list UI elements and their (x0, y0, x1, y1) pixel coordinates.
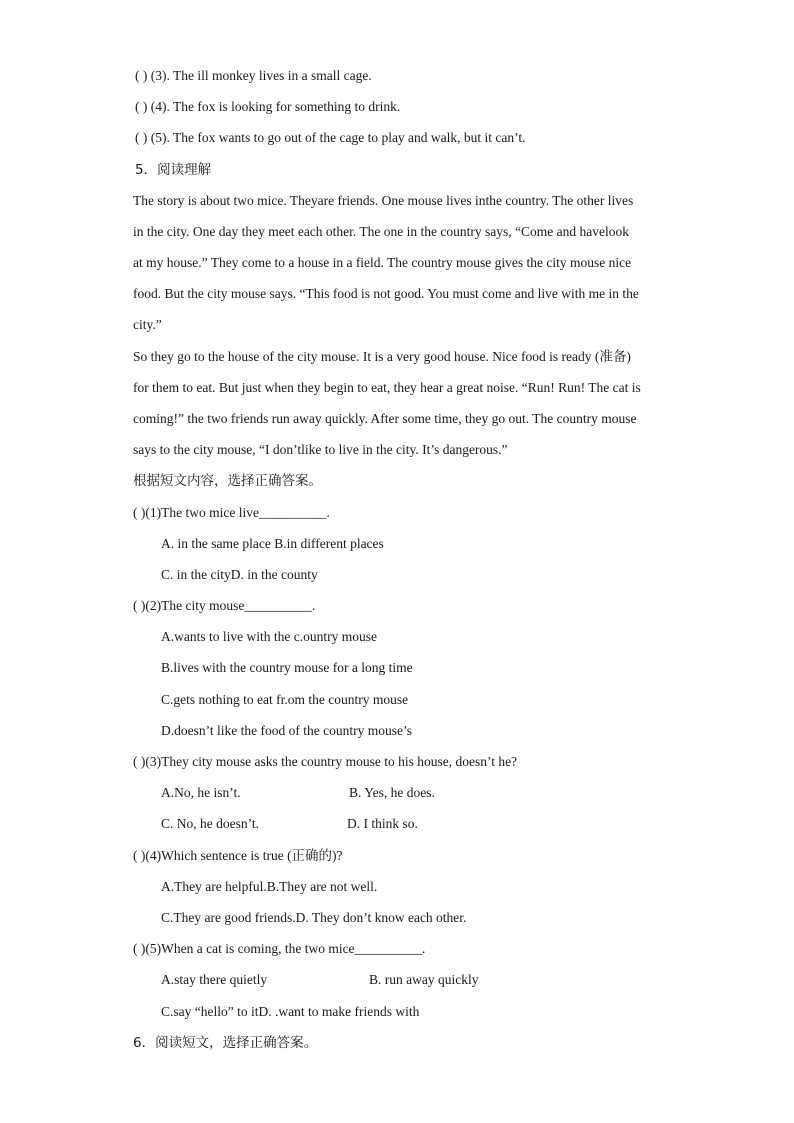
question-4 (133, 847, 343, 865)
item-text: (5). The fox wants to go out of the cage to play and walk, but it can’t. (150, 130, 526, 145)
question-stem: (3)They city mouse asks the country mouse to his house, doesn’t he? (145, 754, 518, 769)
answer-blank: ( ) (133, 505, 146, 520)
passage-line: city.” (133, 317, 162, 332)
passage-line: The story is about two mice. Theyare friends. One mouse lives inthe country. The other lives (133, 193, 634, 208)
option: A.stay there quietly (161, 972, 268, 987)
option: C. No, he doesn’t. (161, 816, 259, 831)
question-2 (133, 597, 315, 615)
item-text: (4). The fox is looking for something to drink. (150, 99, 401, 114)
option: C.They are good friends.D. They don’t know each other. (161, 910, 467, 925)
passage-line: coming!” the two friends run away quickly. After some time, they go out. The country mouse (133, 411, 637, 426)
option: B. Yes, he does. (349, 785, 435, 800)
item-text: (3). The ill monkey lives in a small cage. (150, 68, 372, 83)
question-stem: (1)The two mice live__________. (145, 505, 330, 520)
ex4-item-3 (135, 67, 372, 85)
answer-blank: ( ) (133, 598, 146, 613)
passage-line: So they go to the house of the city mouse. It is a very good house. Nice food is ready (准备) (133, 349, 631, 364)
question-stem: (2)The city mouse__________. (145, 598, 316, 613)
question-1 (133, 504, 330, 522)
question-stem: (4)Which sentence is true (正确的)? (145, 848, 343, 863)
ex4-item-4 (135, 98, 400, 116)
instruction: 根据短文内容，选择正确答案。 (133, 473, 322, 489)
option: A.They are helpful.B.They are not well. (161, 879, 378, 894)
question-3 (133, 753, 517, 771)
option: A.No, he isn’t. (161, 785, 241, 800)
option: D. I think so. (347, 816, 418, 831)
answer-blank: ( ) (135, 130, 148, 145)
passage-line: says to the city mouse, “I don’tlike to live in the city. It’s dangerous.” (133, 442, 508, 457)
option: C.gets nothing to eat fr.om the country mouse (161, 692, 409, 707)
option: C. in the cityD. in the county (161, 567, 318, 582)
passage-line: in the city. One day they meet each other. The one in the country says, “Come and havelook (133, 224, 629, 239)
option: A.wants to live with the c.ountry mouse (161, 629, 377, 644)
answer-blank: ( ) (135, 68, 148, 83)
option: D.doesn’t like the food of the country mouse’s (161, 723, 412, 738)
answer-blank: ( ) (133, 848, 146, 863)
passage-line: for them to eat. But just when they begin to eat, they hear a great noise. “Run! Run! The cat is (133, 380, 641, 395)
option: C.say “hello” to itD. .want to make friends with (161, 1004, 420, 1019)
question-stem: (5)When a cat is coming, the two mice__________. (145, 941, 426, 956)
question-5 (133, 940, 425, 958)
answer-blank: ( ) (133, 941, 146, 956)
option: A. in the same place B.in different places (161, 536, 384, 551)
answer-blank: ( ) (133, 754, 146, 769)
section-6-title: 6．阅读短文，选择正确答案。 (133, 1035, 318, 1051)
option: B. run away quickly (369, 972, 479, 987)
passage-line: at my house.” They come to a house in a field. The country mouse gives the city mouse nice (133, 255, 632, 270)
answer-blank: ( ) (135, 99, 148, 114)
section-5-title: 5．阅读理解 (135, 162, 212, 178)
ex4-item-5 (135, 129, 526, 147)
option: B.lives with the country mouse for a long time (161, 660, 413, 675)
passage-line: food. But the city mouse says. “This food is not good. You must come and live with me in the (133, 286, 639, 301)
